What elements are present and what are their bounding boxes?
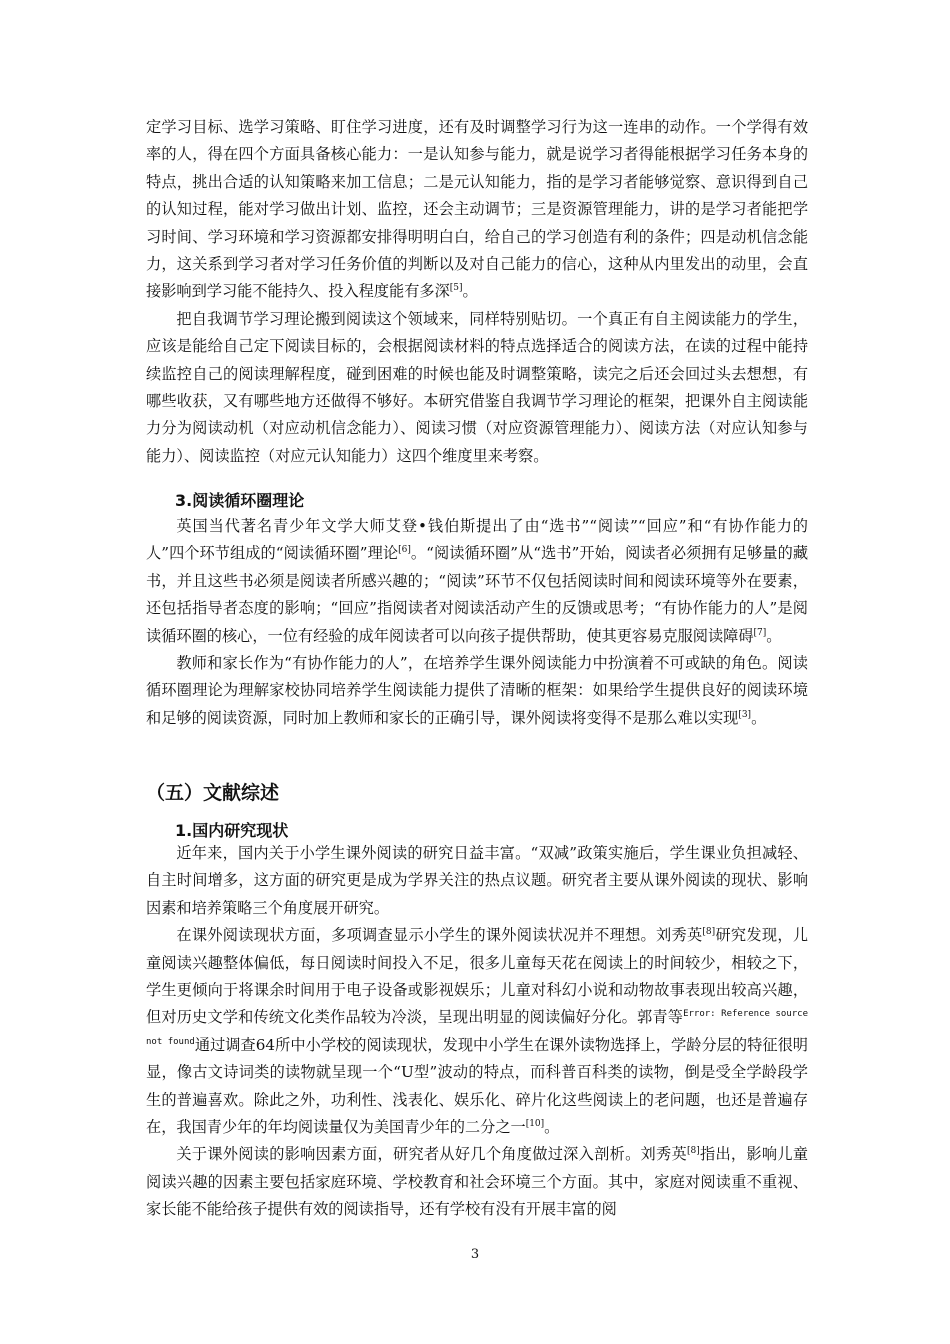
- paragraph-recent-research: 近年来，国内关于小学生课外阅读的研究日益丰富。“双减”政策实施后，学生课业负担减轻、自主时间增多，这方面的研究更是成为学界关注的热点议题。研究者主要从课外阅读的现状、影响因素和培养策略三个角度展开研究。: [146, 844, 808, 917]
- section-heading-reading-circle: 3.阅读循环圈理论: [175, 491, 305, 510]
- paragraph-chambers-theory: 英国当代著名青少年文学大师艾登•钱伯斯提出了由“选书”“阅读”“回应”和“有协作能力的人”四个环节组成的“阅读循环圈”理论[6]。“阅读循环圈”从“选书”开始，阅读者必须拥有足够量的藏书，并且这些书必须是阅读者所感兴趣的；“阅读”环节不仅包括阅读时间和阅读环境等外在要素，还包括指导者态度的影响；“回应”指阅读者对阅读活动产生的反馈或思考；“有协作能力的人”是阅读循环圈的核心，一位有经验的成年阅读者可以向孩子提供帮助，使其更容易克服阅读障碍[7]。: [146, 517, 809, 645]
- citation: [8]: [702, 927, 716, 938]
- citation: [5]: [449, 283, 463, 294]
- chapter-heading-literature-review: （五）文献综述: [146, 782, 280, 804]
- paragraph-reading-status: 在课外阅读现状方面，多项调查显示小学生的课外阅读状况并不理想。刘秀英[8]研究发现，儿童阅读兴趣整体偏低，每日阅读时间投入不足，很多儿童每天花在阅读上的时间较少，相较之下，学生更倾向于将课余时间用于电子设备或影视娱乐；儿童对科幻小说和动物故事表现出较高兴趣，但对历史文学和传统文化类作品较为冷淡，呈现出明显的阅读偏好分化。郭青等$^{Error: Reference source not found}$通过调查64所中小学校的阅读现状，发现中小学生在课外读物选择上，学龄分层的特征很明显，像古文诗词类的读物就呈现一个“U型”波动的特点，而科普百科类的读物，倒是受全学龄段学生的普遍喜欢。除此之外，功利性、浅表化、娱乐化、碎片化这些阅读上的老问题，也还是普遍存在，我国青少年的年均阅读量仅为美国青少年的二分之一[10]。: [146, 926, 809, 1137]
- citation: [7]: [753, 627, 767, 638]
- citation: [6]: [398, 545, 411, 556]
- paragraph-reading-domain: 把自我调节学习理论搬到阅读这个领域来，同样特别贴切。一个真正有自主阅读能力的学生，应该是能给自己定下阅读目标的，会根据阅读材料的特点选择适合的阅读方法，在读的过程中能持续监控自己的阅读理解程度，碰到困难的时候也能及时调整策略，读完之后还会回过头去想想，有哪些收获，又有哪些地方还做得不够好。本研究借鉴自我调节学习理论的框架，把课外自主阅读能力分为阅读动机（对应动机信念能力）、阅读习惯（对应资源管理能力）、阅读方法（对应认知参与能力）、阅读监控（对应元认知能力）这四个维度里来考察。: [146, 309, 808, 465]
- paragraph-self-regulation: 定学习目标、选学习策略、盯住学习进度，还有及时调整学习行为这一连串的动作。一个学得有效率的人，得在四个方面具备核心能力：一是认知参与能力，就是说学习者得能根据学习任务本身的特点，挑出合适的认知策略来加工信息；二是元认知能力，指的是学习者能够觉察、意识得到自己的认知过程，能对学习做出计划、监控，还会主动调节；三是资源管理能力，讲的是学习者能把学习时间、学习环境和学习资源都安排得明明白白，给自己的学习创造有利的条件；四是动机信念能力，这关系到学习者对学习任务价值的判断以及对自己能力的信心，这种从内里发出的动里，会直接影响到学习能不能持久、投入程度能有多深[5]。: [146, 118, 808, 301]
- body-block-bottom: [146, 840, 808, 1224]
- paragraph-influencing-factors: 关于课外阅读的影响因素方面，研究者从好几个角度做过深入剖析。刘秀英[8]指出，影响儿童阅读兴趣的因素主要包括家庭环境、学校教育和社会环境三个方面。其中，家庭对阅读重不重视、家长能不能给孩子提供有效的阅读指导，还有学校有没有开展丰富的阅: [146, 1145, 809, 1219]
- reference-error-text: Error: Reference source not found: [146, 1009, 809, 1047]
- citation: [3]: [738, 709, 752, 720]
- body-block-top: [146, 114, 808, 470]
- page-number: 3: [470, 1247, 480, 1262]
- citation: [8]: [686, 1146, 700, 1157]
- citation: [10]: [525, 1119, 545, 1129]
- body-block-middle: [146, 513, 808, 732]
- paragraph-teachers-parents: 教师和家长作为“有协作能力的人”，在培养学生课外阅读能力中扮演着不可或缺的角色。阅读循环圈理论为理解家校协同培养学生阅读能力提供了清晰的框架：如果给学生提供良好的阅读环境和足够的阅读资源，同时加上教师和家长的正确引导，课外阅读将变得不是那么难以实现[3]。: [146, 654, 808, 727]
- section-heading-domestic-research: 1.国内研究现状: [175, 821, 289, 840]
